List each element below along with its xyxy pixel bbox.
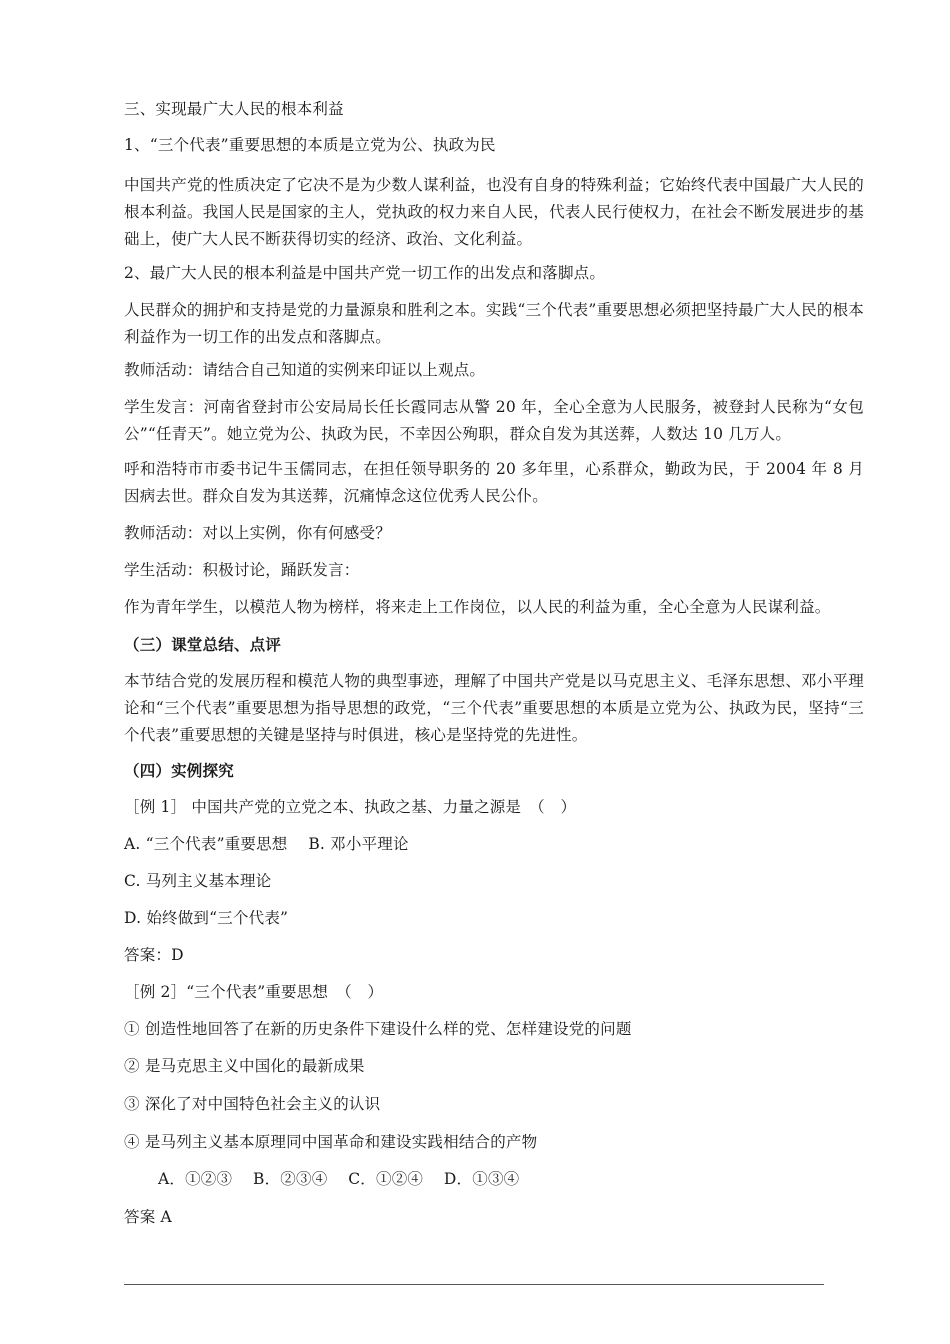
student-activity: 学生活动：积极讨论，踊跃发言：: [124, 561, 360, 579]
paragraph-niu-yuru: 呼和浩特市市委书记牛玉儒同志，在担任领导职务的 20 多年里，心系群众，勤政为民，于 2004 年 8 月因病去世。群众自发为其送葬，沉痛悼念这位优秀人民公仆。: [124, 460, 864, 505]
example-2-item-1: ① 创造性地回答了在新的历史条件下建设什么样的党、怎样建设党的问题: [124, 1020, 632, 1038]
section-heading: 三、实现最广大人民的根本利益: [124, 100, 344, 118]
example-2-question: ［例 2］“三个代表”重要思想 （ ）: [124, 983, 384, 1001]
example-2-options: A．①②③ B．②③④ C．①②④ D．①③④: [158, 1170, 520, 1188]
teacher-activity-1: 教师活动：请结合自己知道的实例来印证以上观点。: [124, 361, 486, 379]
paragraph-youth: 作为青年学生，以模范人物为榜样，将来走上工作岗位，以人民的利益为重，全心全意为人民谋利益。: [124, 598, 831, 616]
example-1-answer: 答案：D: [124, 946, 184, 964]
paragraph-party-nature: 中国共产党的性质决定了它决不是为少数人谋利益，也没有自身的特殊利益；它始终代表中国最广大人民的根本利益。我国人民是国家的主人，党执政的权力来自人民，代表人民行使权力，在社会不断发展进步的基础上，使广大人民不断获得切实的经济、政治、文化利益。: [124, 176, 864, 248]
heading-summary: （三）课堂总结、点评: [124, 635, 282, 654]
heading-examples: （四）实例探究: [124, 761, 234, 780]
example-1-option-d: D. 始终做到“三个代表”: [124, 909, 289, 927]
example-2-item-2: ② 是马克思主义中国化的最新成果: [124, 1057, 365, 1075]
footer-divider: [124, 1284, 824, 1285]
subheading-2: 2、最广大人民的根本利益是中国共产党一切工作的出发点和落脚点。: [124, 264, 606, 282]
student-speech: 学生发言：河南省登封市公安局局长任长霞同志从警 20 年，全心全意为人民服务，被登封人民称为“女包公”“任青天”。她立党为公、执政为民，不幸因公殉职，群众自发为其送葬，人数达 10 几万人。: [124, 398, 864, 443]
paragraph-people-support: 人民群众的拥护和支持是党的力量源泉和胜利之本。实践“三个代表”重要思想必须把坚持最广大人民的根本利益作为一切工作的出发点和落脚点。: [124, 301, 864, 346]
subheading-1: 1、“三个代表”重要思想的本质是立党为公、执政为民: [124, 136, 496, 154]
example-1-question: ［例 1］ 中国共产党的立党之本、执政之基、力量之源是 （ ）: [124, 798, 577, 816]
teacher-activity-2: 教师活动：对以上实例，你有何感受？: [124, 524, 391, 542]
example-2-item-4: ④ 是马列主义基本原理同中国革命和建设实践相结合的产物: [124, 1133, 538, 1151]
example-2-answer: 答案 A: [124, 1208, 172, 1226]
paragraph-summary: 本节结合党的发展历程和模范人物的典型事迹，理解了中国共产党是以马克思主义、毛泽东思想、邓小平理论和“三个代表”重要思想为指导思想的政党，“三个代表”重要思想的本质是立党为公、执政为民，坚持“三个代表”重要思想的关键是坚持与时俱进，核心是坚持党的先进性。: [124, 672, 864, 744]
example-1-option-c: C. 马列主义基本理论: [124, 872, 272, 890]
example-1-options-ab: A. “三个代表”重要思想 B. 邓小平理论: [124, 835, 409, 853]
example-2-item-3: ③ 深化了对中国特色社会主义的认识: [124, 1095, 381, 1113]
